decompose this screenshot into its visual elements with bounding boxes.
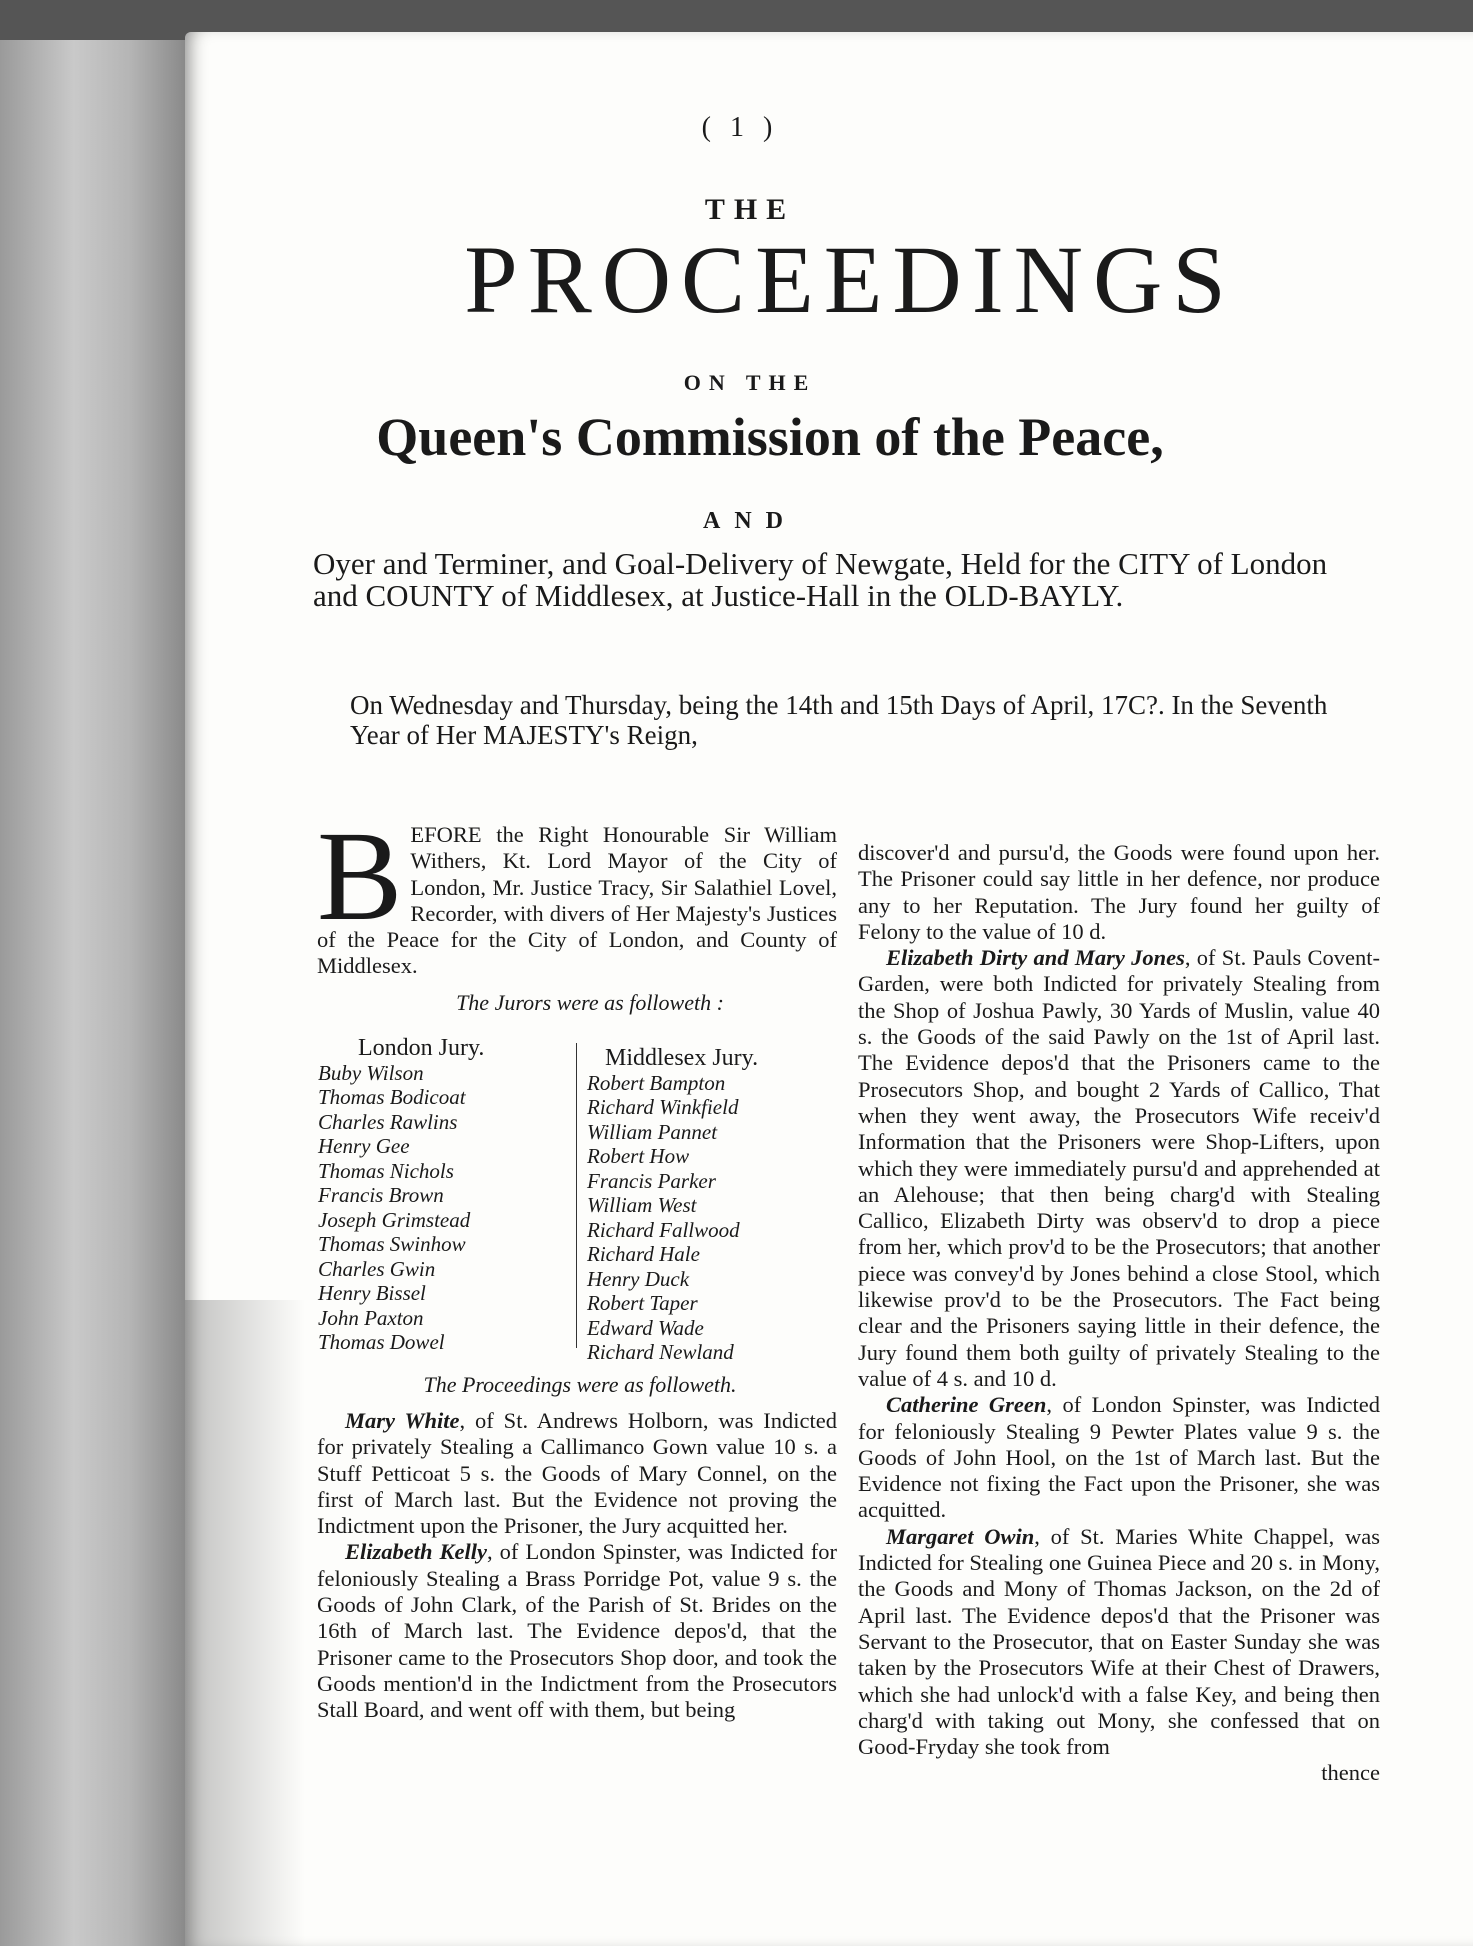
jurors-heading: The Jurors were as followeth : <box>456 990 724 1015</box>
middlesex-jury <box>587 1046 847 1365</box>
juror-name: Robert How <box>587 1144 690 1168</box>
defendant-name: Elizabeth Kelly <box>345 1539 488 1565</box>
defendant-name: Catherine Green <box>886 1392 1047 1418</box>
juror-name: Thomas Dowel <box>318 1330 445 1354</box>
continuation-text: discover'd and pursu'd, the Goods were found upon her. The Prisoner could say little in her defence, nor produce any to her Reputation. The Jury found her guilty of Felony to the value of 10 d. <box>858 840 1380 944</box>
juror-name: Richard Fallwood <box>587 1217 740 1242</box>
drop-cap: B <box>317 805 403 947</box>
juror-name: Richard Winkfield <box>587 1095 739 1119</box>
juror-name: Edward Wade <box>587 1315 704 1340</box>
proceedings-heading: The Proceedings were as followeth. <box>423 1372 737 1397</box>
juror-name: Thomas Nichols <box>318 1158 454 1183</box>
case-entry <box>317 1539 837 1723</box>
intro-paragraph <box>317 805 837 980</box>
case-entry <box>858 945 1380 1392</box>
juror-name: Richard Hale <box>587 1242 700 1266</box>
middlesex-jury-title: Middlesex Jury. <box>605 1045 759 1071</box>
juror-name: Buby Wilson <box>318 1060 424 1085</box>
case-text: , of St. Andrews Holborn, was Indicted for privately Stealing a Callimanco Gown value 10 s. a Stuff Petticoat 5 s. the Goods of Mary Connel, on the first of March last. But the Evidence not proving the Indictment upon the Prisoner, the Jury acquitted her. <box>317 1408 838 1539</box>
juror-name: Richard Newland <box>587 1340 734 1364</box>
catchword: thence <box>1321 1760 1380 1786</box>
case-text: , of St. Pauls Covent-Garden, were both Indicted for privately Stealing from the Shop of Joshua Pawly, 30 Yards of Muslin, value 40 s. the Goods of the said Pawly on the 1st of April last. The Evidence depos'd that the Prisoners came to the Prosecutors Shop, and bought 2 Yards of Callico, That when they went away, the Prosecutors Wife receiv'd Information that the Prisoners were Shop-Lifters, upon which they were immediately pursu'd and apprehended at an Alehouse; that then being charg'd with Stealing Callico, Elizabeth Dirty was observ'd to drop a piece from her, which prov'd to be the Prosecutors; that another piece was convey'd by Jones behind a close Stool, which likewise prov'd to be the Prosecutors. The Fact being clear and the Prisoners saying little in their defence, the Jury found them both guilty of privately Stealing to the value of 4 s. and 10 d. <box>858 945 1380 1391</box>
case-text: , of London Spinster, was Indicted for feloniously Stealing a Brass Porridge Pot, value 9 s. the Goods of John Clark, of the Parish of St. Brides on the 16th of March last. The Evidence depos'd, that the Prisoner came to the Prosecutors Shop door, and took the Goods mention'd in the Indictment from the Prosecutors Stall Board, and went off with them, but being <box>317 1539 837 1723</box>
jury-divider <box>576 1043 577 1348</box>
juror-name: William West <box>587 1193 697 1217</box>
juror-name: Thomas Bodicoat <box>318 1085 466 1109</box>
juror-name: John Paxton <box>318 1305 424 1330</box>
sessions-date: On Wednesday and Thursday, being the 14th and 15th Days of April, 17C?. In the Seventh Year of Her MAJESTY's Reign, <box>350 690 1328 750</box>
juror-name: Henry Duck <box>587 1266 690 1291</box>
book-gutter <box>0 40 185 1946</box>
left-cases <box>317 1408 837 1724</box>
juror-name: Joseph Grimstead <box>318 1207 471 1232</box>
case-entry <box>317 1408 837 1539</box>
juror-name: Charles Rawlins <box>318 1109 458 1134</box>
juror-name: Thomas Swinhow <box>318 1232 466 1256</box>
page-number: ( 1 ) <box>701 112 779 143</box>
juror-name: Robert Bampton <box>587 1070 726 1095</box>
title-the: THE <box>704 193 796 226</box>
case-text: , of London Spinster, was Indicted for feloniously Stealing 9 Pewter Plates value 9 s. the Goods of John Hool, on the 1st of March last. But the Evidence not fixing the Fact upon the Prisoner, she was acquitted. <box>858 1392 1380 1523</box>
juror-name: Charles Gwin <box>318 1256 436 1281</box>
defendant-name: Elizabeth Dirty and Mary Jones <box>886 945 1185 971</box>
defendant-name: Margaret Owin <box>886 1523 1035 1549</box>
title-on-the: ON THE <box>683 370 817 395</box>
juror-name: William Pannet <box>587 1119 718 1144</box>
case-entry <box>858 1524 1380 1761</box>
title-commission: Queen's Commission of the Peace, <box>376 407 1164 467</box>
right-column <box>858 840 1380 1787</box>
juror-name: Henry Gee <box>318 1134 410 1158</box>
case-text: , of St. Maries White Chappel, was Indicted for Stealing one Guinea Piece and 20 s. in Mony, the Goods and Mony of Thomas Jackson, on the 2d of April last. The Evidence depos'd that the Prisoner was Servant to the Prosecutor, that on Easter Sunday she was taken by the Prosecutors Wife at their Chest of Drawers, which she had unlock'd with a false Key, and being then charg'd with taking out Mony, she confessed that on Good-Fryday she took from <box>858 1523 1381 1760</box>
title-oyer-terminer: Oyer and Terminer, and Goal-Delivery of Newgate, Held for the CITY of London and COUNTY of Middlesex, at Justice-Hall in the OLD-BAYLY. <box>313 546 1328 613</box>
juror-name: Robert Taper <box>587 1291 698 1315</box>
london-jury-title: London Jury. <box>358 1035 485 1061</box>
juror-name: Francis Parker <box>587 1168 716 1193</box>
juror-name: Francis Brown <box>318 1183 444 1207</box>
defendant-name: Mary White <box>345 1408 460 1433</box>
title-proceedings: PROCEEDINGS <box>464 226 1236 333</box>
intro-text: EFORE the Right Honourable Sir William Withers, Kt. Lord Mayor of the City of London, Mr. Justice Tracy, Sir Salathiel Lovel, Recorder, with divers of Her Majesty's Justices of the Peace for the City of London, and County of Middlesex. <box>317 822 837 979</box>
title-and: AND <box>703 508 797 534</box>
london-jury <box>318 1036 568 1355</box>
juror-name: Henry Bissel <box>318 1281 426 1305</box>
case-entry <box>858 1392 1380 1523</box>
